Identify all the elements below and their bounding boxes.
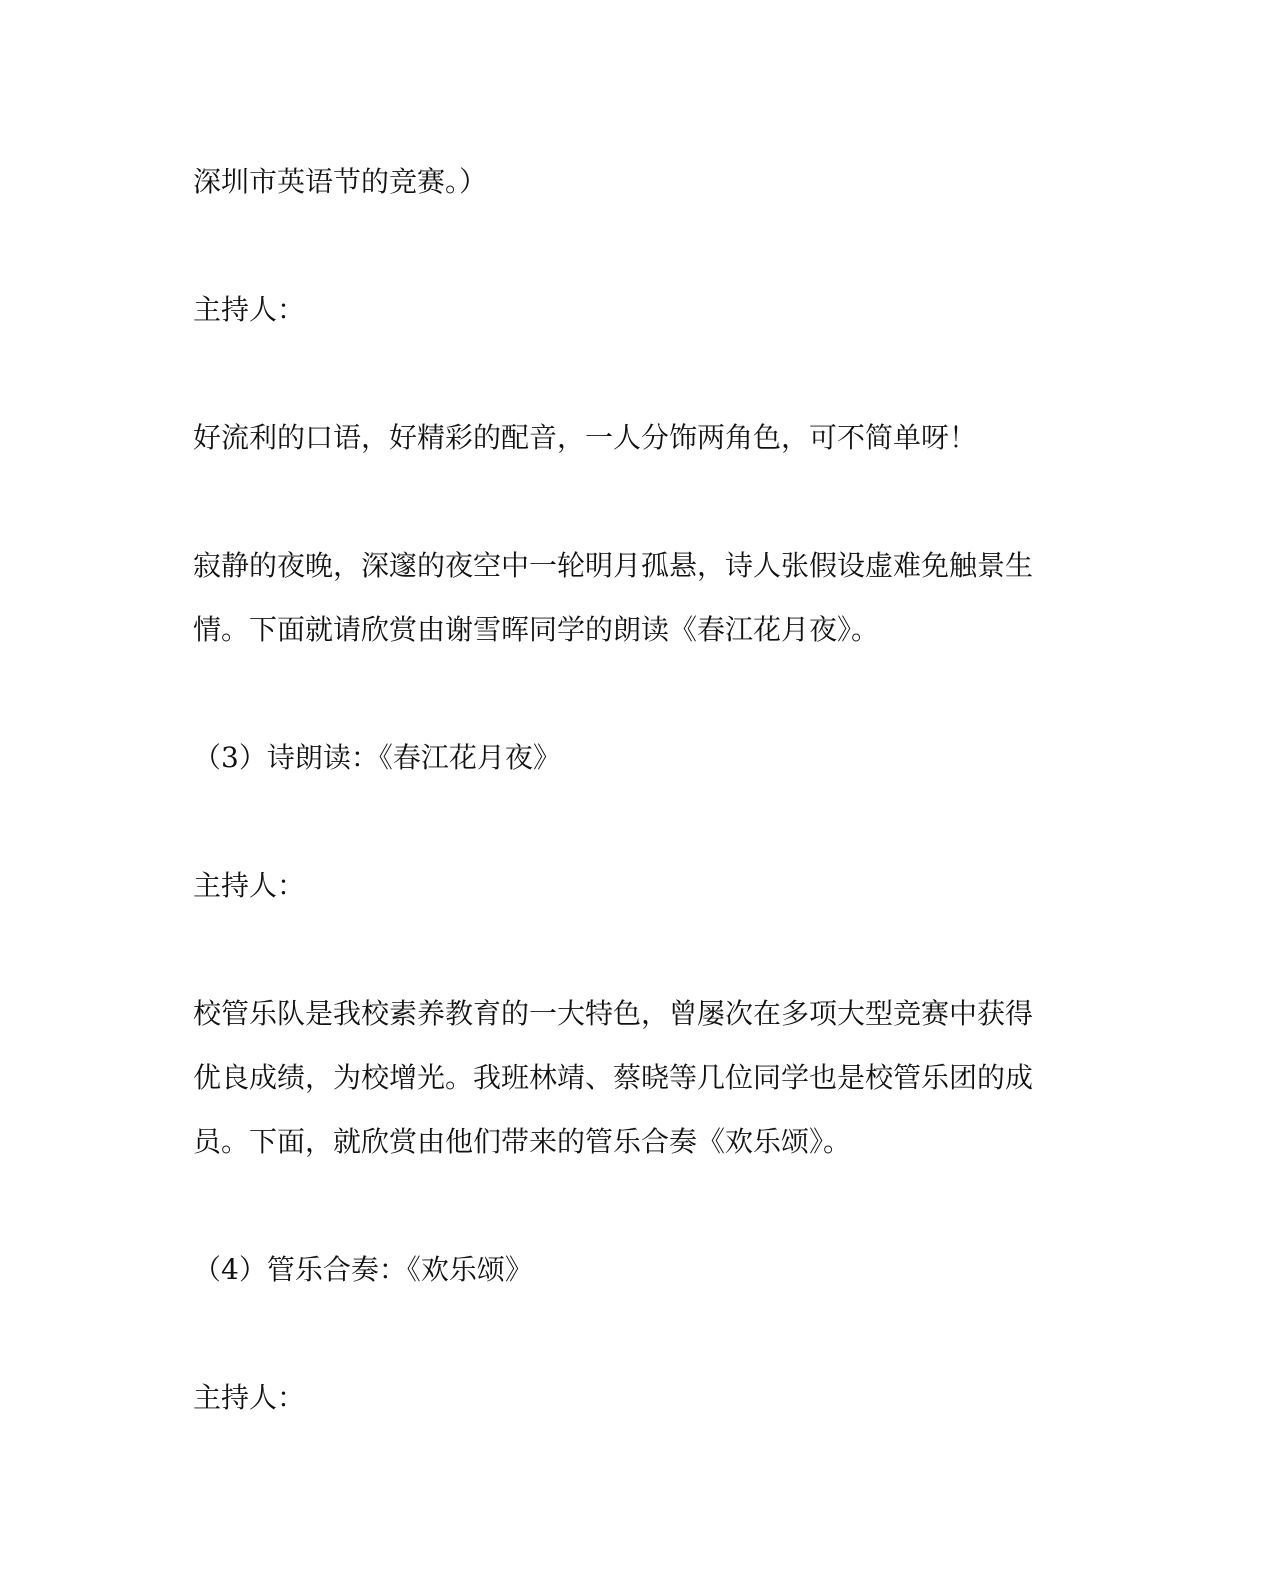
text-line-host-3: 主持人： [193, 1381, 306, 1414]
text-line-poem-invite: 情。下面就请欣赏由谢雪晖同学的朗读《春江花月夜》。 [193, 613, 880, 646]
text-line-praise: 好流利的口语，好精彩的配音，一人分饰两角色，可不简单呀！ [193, 421, 978, 454]
text-line-competition-note: 深圳市英语节的竞赛。） [193, 165, 488, 198]
text-line-band-intro: 校管乐队是我校素养教育的一大特色，曾屡次在多项大型竞赛中获得 [193, 997, 1034, 1030]
text-line-program-4: （4）管乐合奏：《欢乐颂》 [193, 1253, 533, 1286]
text-line-host-1: 主持人： [193, 293, 306, 326]
text-line-band-members: 优良成绩，为校增光。我班林靖、蔡晓等几位同学也是校管乐团的成 [193, 1061, 1034, 1094]
text-line-program-3: （3）诗朗读：《春江花月夜》 [193, 741, 561, 774]
text-line-host-2: 主持人： [193, 869, 306, 902]
text-line-band-invite: 员。下面，就欣赏由他们带来的管乐合奏《欢乐颂》。 [193, 1125, 852, 1158]
text-line-night-intro: 寂静的夜晚，深邃的夜空中一轮明月孤悬，诗人张假设虚难免触景生 [193, 549, 1034, 582]
